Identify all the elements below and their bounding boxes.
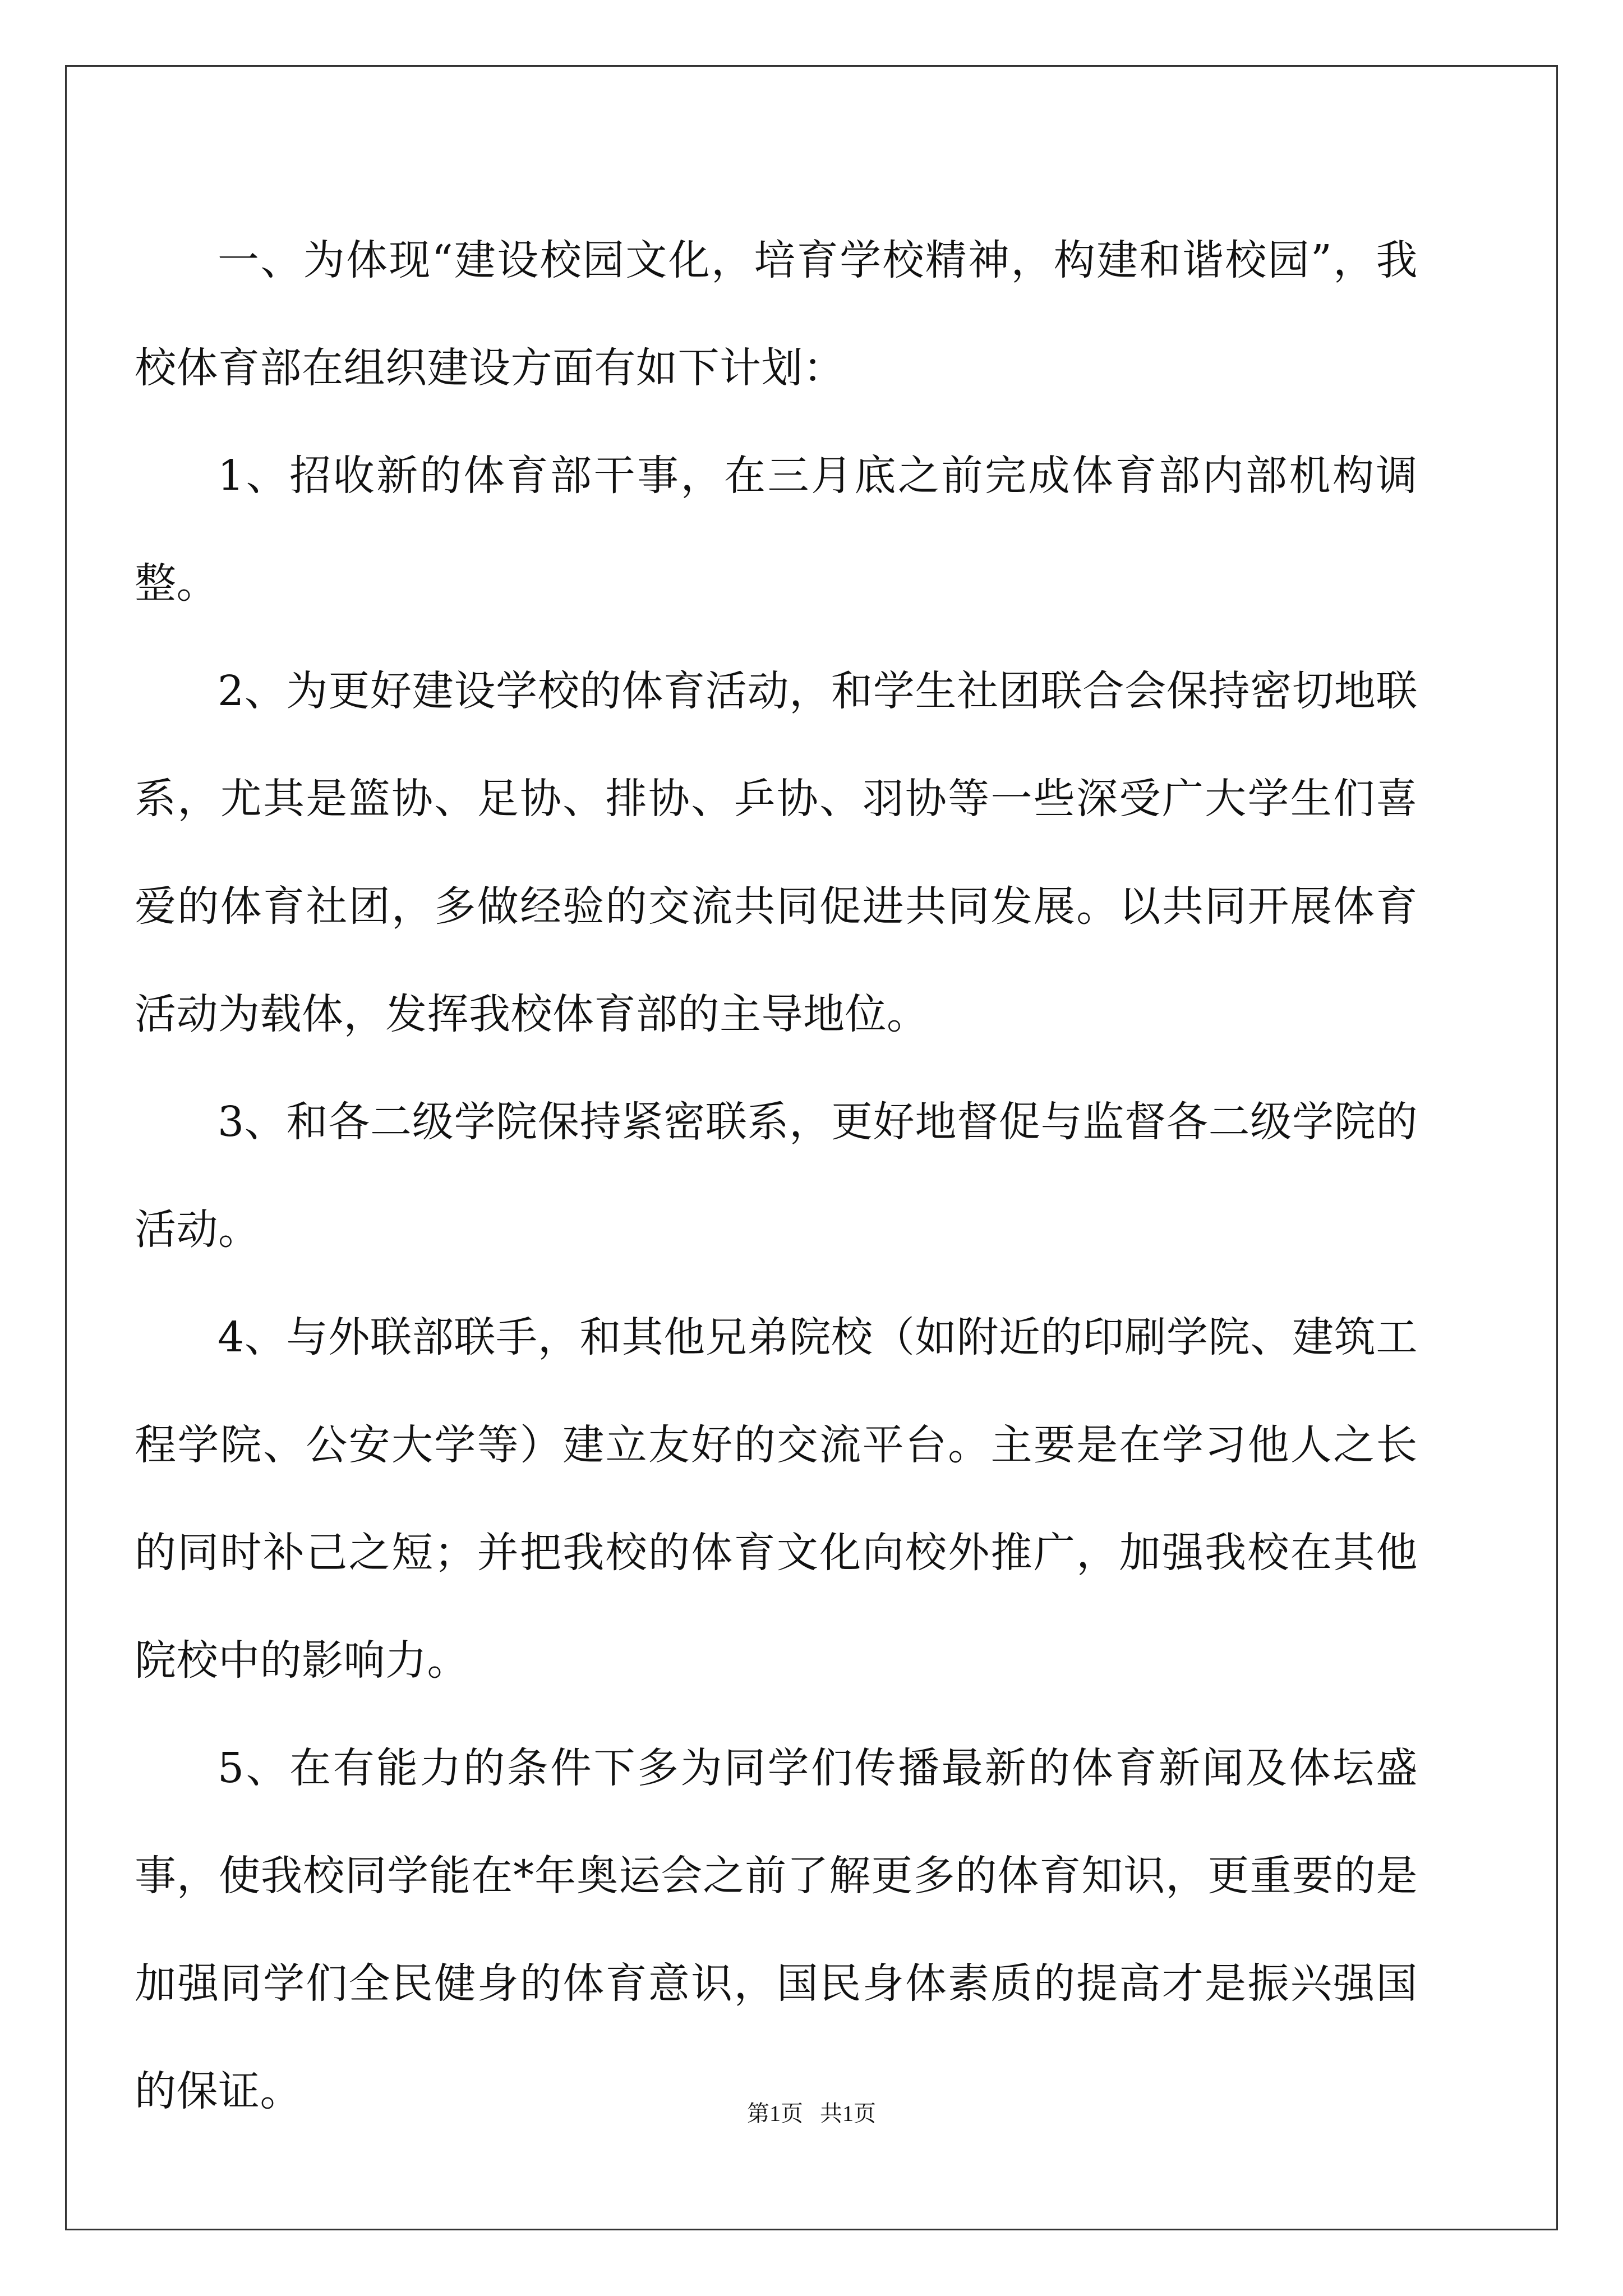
paragraph-item-3: 3、和各二级学院保持紧密联系，更好地督促与监督各二级学院的活动。 [135,1098,1418,1254]
paragraph-item-2: 2、为更好建设学校的体育活动，和学生社团联合会保持密切地联系，尤其是篮协、足协、排协、乒协、羽协等一些深受广大学生们喜爱的体育社团，多做经验的交流共同促进共同发展。以共同开展体育活动为载体，发挥我校体育部的主导地位。 [135,667,1418,1038]
paragraph-item-4: 4、与外联部联手，和其他兄弟院校（如附近的印刷学院、建筑工程学院、公安大学等）建立友好的交流平台。主要是在学习他人之长的同时补己之短；并把我校的体育文化向校外推广，加强我校在其他院校中的影响力。 [135,1313,1418,1685]
document-body [135,206,1418,2145]
paragraph-item-1: 1、招收新的体育部干事，在三月底之前完成体育部内部机构调整。 [135,452,1418,608]
paragraph-item-5: 5、在有能力的条件下多为同学们传播最新的体育新闻及体坛盛事，使我校同学能在*年奥运会之前了解更多的体育知识，更重要的是加强同学们全民健身的体育意识，国民身体素质的提高才是振兴强国的保证。 [135,1744,1418,2115]
paragraph-intro: 一、为体现“建设校园文化，培育学校精神，构建和谐校园”，我校体育部在组织建设方面有如下计划： [135,236,1418,392]
page-footer: 第1页 共1页 [747,2101,876,2126]
